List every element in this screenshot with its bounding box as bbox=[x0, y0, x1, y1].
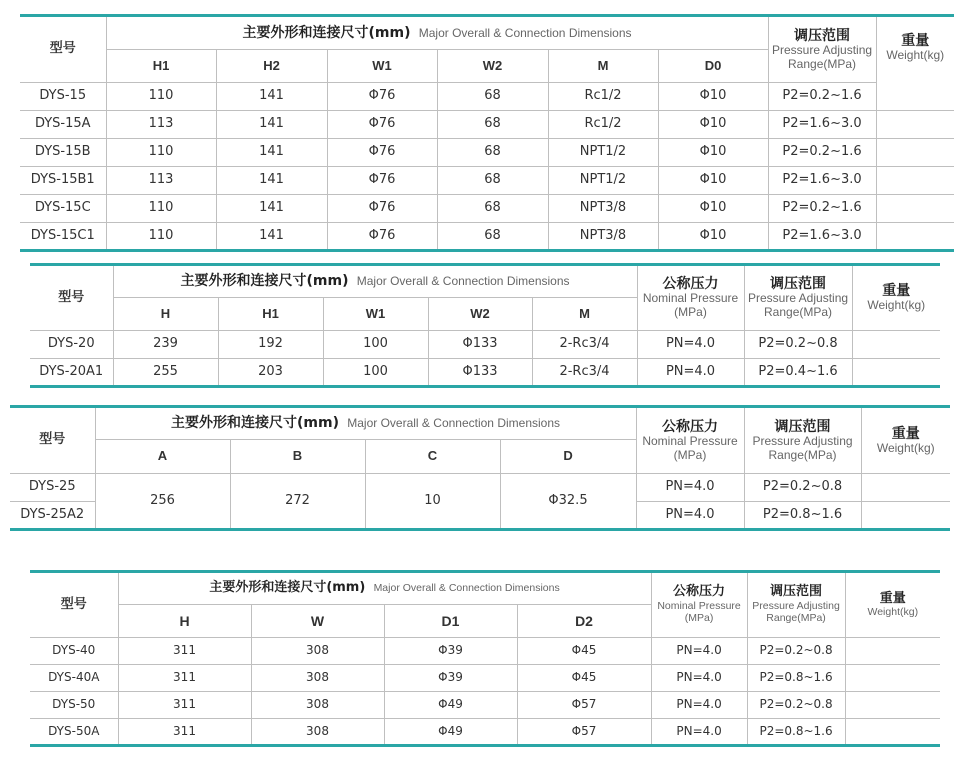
cell: P2=0.2~0.8 bbox=[744, 474, 861, 502]
model-header: 型号 bbox=[20, 16, 106, 83]
model-header: 型号 bbox=[10, 407, 95, 474]
table-row bbox=[20, 139, 954, 167]
cell: 68 bbox=[437, 83, 548, 111]
cell: P2=0.2~0.8 bbox=[747, 692, 845, 719]
table-row bbox=[30, 692, 940, 719]
table-row bbox=[30, 331, 940, 359]
cell: 308 bbox=[251, 638, 384, 665]
dims-header: 主要外形和连接尺寸(mm) Major Overall & Connection Dimensions bbox=[106, 16, 768, 50]
cell: 272 bbox=[230, 474, 365, 530]
cell: P2=1.6~3.0 bbox=[768, 111, 876, 139]
cell: Rc1/2 bbox=[548, 83, 658, 111]
cell: 100 bbox=[323, 359, 428, 387]
cell: PN=4.0 bbox=[651, 719, 747, 746]
cell: 68 bbox=[437, 223, 548, 251]
cell: NPT1/2 bbox=[548, 167, 658, 195]
table-dys40 bbox=[30, 570, 940, 747]
weight-header: 重量 Weight(kg) bbox=[845, 572, 940, 638]
cell: Φ10 bbox=[658, 223, 768, 251]
cell: Φ10 bbox=[658, 195, 768, 223]
table-dys15 bbox=[20, 14, 954, 252]
cell: Φ45 bbox=[517, 638, 651, 665]
cell: 110 bbox=[106, 139, 216, 167]
cell: DYS-15C1 bbox=[20, 223, 106, 251]
cell: 256 bbox=[95, 474, 230, 530]
cell: P2=0.2~0.8 bbox=[747, 638, 845, 665]
cell: PN=4.0 bbox=[637, 331, 744, 359]
cell: Φ133 bbox=[428, 359, 532, 387]
cell: PN=4.0 bbox=[651, 692, 747, 719]
cell bbox=[876, 223, 954, 251]
cell: P2=0.8~1.6 bbox=[747, 665, 845, 692]
cell: 141 bbox=[216, 139, 327, 167]
weight-header: 重量 Weight(kg) bbox=[876, 16, 954, 111]
cell: 141 bbox=[216, 195, 327, 223]
model-header: 型号 bbox=[30, 265, 113, 331]
cell bbox=[861, 474, 950, 502]
cell: DYS-40 bbox=[30, 638, 118, 665]
table-row bbox=[20, 83, 954, 111]
table-row bbox=[30, 665, 940, 692]
cell bbox=[845, 692, 940, 719]
col-header: D1 bbox=[384, 605, 517, 638]
cell: P2=1.6~3.0 bbox=[768, 167, 876, 195]
cell: P2=0.2~0.8 bbox=[744, 331, 852, 359]
cell: Φ76 bbox=[327, 167, 437, 195]
cell: DYS-15 bbox=[20, 83, 106, 111]
col-header: H2 bbox=[216, 50, 327, 83]
cell: DYS-50 bbox=[30, 692, 118, 719]
cell: DYS-40A bbox=[30, 665, 118, 692]
cell: 113 bbox=[106, 167, 216, 195]
cell: P2=0.2~1.6 bbox=[768, 195, 876, 223]
col-header: C bbox=[365, 440, 500, 474]
cell: Φ49 bbox=[384, 692, 517, 719]
cell: DYS-20A1 bbox=[30, 359, 113, 387]
cell: DYS-15B1 bbox=[20, 167, 106, 195]
col-header: H1 bbox=[106, 50, 216, 83]
cell: PN=4.0 bbox=[651, 665, 747, 692]
cell: Φ45 bbox=[517, 665, 651, 692]
table-row bbox=[30, 359, 940, 387]
table-row bbox=[20, 167, 954, 195]
cell bbox=[845, 665, 940, 692]
cell: P2=0.8~1.6 bbox=[744, 502, 861, 530]
cell: DYS-15A bbox=[20, 111, 106, 139]
cell: 308 bbox=[251, 665, 384, 692]
cell: 100 bbox=[323, 331, 428, 359]
nominal-header: 公称压力 Nominal Pressure (MPa) bbox=[637, 265, 744, 331]
cell: Φ32.5 bbox=[500, 474, 636, 530]
table-dys25 bbox=[10, 405, 950, 531]
col-header: B bbox=[230, 440, 365, 474]
cell: 110 bbox=[106, 195, 216, 223]
col-header: W2 bbox=[428, 298, 532, 331]
cell bbox=[876, 167, 954, 195]
cell: 311 bbox=[118, 692, 251, 719]
dims-header: 主要外形和连接尺寸(mm) Major Overall & Connection Dimensions bbox=[95, 407, 636, 440]
cell bbox=[852, 331, 940, 359]
col-header: W bbox=[251, 605, 384, 638]
cell: P2=0.8~1.6 bbox=[747, 719, 845, 746]
cell: 255 bbox=[113, 359, 218, 387]
nominal-header: 公称压力 Nominal Pressure (MPa) bbox=[651, 572, 747, 638]
col-header: W2 bbox=[437, 50, 548, 83]
cell: Φ57 bbox=[517, 719, 651, 746]
cell: Φ39 bbox=[384, 638, 517, 665]
cell bbox=[861, 502, 950, 530]
cell: 110 bbox=[106, 83, 216, 111]
nominal-header: 公称压力 Nominal Pressure (MPa) bbox=[636, 407, 744, 474]
range-header: 调压范围 Pressure Adjusting Range(MPa) bbox=[768, 16, 876, 83]
dims-header: 主要外形和连接尺寸(mm) Major Overall & Connection Dimensions bbox=[113, 265, 637, 298]
cell: 192 bbox=[218, 331, 323, 359]
cell: 311 bbox=[118, 719, 251, 746]
cell: 10 bbox=[365, 474, 500, 530]
cell: DYS-15B bbox=[20, 139, 106, 167]
table-row bbox=[20, 223, 954, 251]
cell bbox=[852, 359, 940, 387]
table-row bbox=[10, 474, 950, 502]
table-row bbox=[30, 719, 940, 746]
cell: Φ133 bbox=[428, 331, 532, 359]
cell: 68 bbox=[437, 139, 548, 167]
cell: Φ57 bbox=[517, 692, 651, 719]
cell: Φ49 bbox=[384, 719, 517, 746]
cell: DYS-20 bbox=[30, 331, 113, 359]
cell: Φ10 bbox=[658, 167, 768, 195]
cell: P2=0.4~1.6 bbox=[744, 359, 852, 387]
cell: Φ76 bbox=[327, 195, 437, 223]
col-header: M bbox=[532, 298, 637, 331]
cell: 141 bbox=[216, 223, 327, 251]
col-header: H bbox=[113, 298, 218, 331]
cell: Φ10 bbox=[658, 139, 768, 167]
dims-header: 主要外形和连接尺寸(mm) Major Overall & Connection Dimensions bbox=[118, 572, 651, 605]
range-header: 调压范围 Pressure Adjusting Range(MPa) bbox=[747, 572, 845, 638]
cell bbox=[876, 111, 954, 139]
cell: 113 bbox=[106, 111, 216, 139]
col-header: A bbox=[95, 440, 230, 474]
cell: DYS-25A2 bbox=[10, 502, 95, 530]
model-header: 型号 bbox=[30, 572, 118, 638]
cell: Φ10 bbox=[658, 83, 768, 111]
cell: DYS-50A bbox=[30, 719, 118, 746]
cell: NPT3/8 bbox=[548, 223, 658, 251]
cell: PN=4.0 bbox=[651, 638, 747, 665]
cell bbox=[845, 638, 940, 665]
cell: 2-Rc3/4 bbox=[532, 331, 637, 359]
table-row bbox=[30, 638, 940, 665]
cell: Φ39 bbox=[384, 665, 517, 692]
cell: P2=0.2~1.6 bbox=[768, 139, 876, 167]
weight-header: 重量 Weight(kg) bbox=[861, 407, 950, 474]
cell: 308 bbox=[251, 719, 384, 746]
cell: DYS-15C bbox=[20, 195, 106, 223]
table-dys20 bbox=[30, 263, 940, 388]
col-header: W1 bbox=[323, 298, 428, 331]
cell: Φ76 bbox=[327, 223, 437, 251]
col-header: D2 bbox=[517, 605, 651, 638]
cell: 141 bbox=[216, 167, 327, 195]
cell: 110 bbox=[106, 223, 216, 251]
cell: Φ76 bbox=[327, 111, 437, 139]
cell: 141 bbox=[216, 83, 327, 111]
cell: PN=4.0 bbox=[636, 502, 744, 530]
cell: Φ76 bbox=[327, 139, 437, 167]
range-header: 调压范围 Pressure Adjusting Range(MPa) bbox=[744, 407, 861, 474]
cell: 141 bbox=[216, 111, 327, 139]
cell: 68 bbox=[437, 167, 548, 195]
cell: DYS-25 bbox=[10, 474, 95, 502]
cell: PN=4.0 bbox=[636, 474, 744, 502]
cell: NPT3/8 bbox=[548, 195, 658, 223]
col-header: W1 bbox=[327, 50, 437, 83]
cell: Rc1/2 bbox=[548, 111, 658, 139]
cell: PN=4.0 bbox=[637, 359, 744, 387]
cell: 308 bbox=[251, 692, 384, 719]
cell: 203 bbox=[218, 359, 323, 387]
cell: Φ10 bbox=[658, 111, 768, 139]
cell: NPT1/2 bbox=[548, 139, 658, 167]
col-header: D0 bbox=[658, 50, 768, 83]
cell bbox=[876, 195, 954, 223]
cell: 239 bbox=[113, 331, 218, 359]
cell: 311 bbox=[118, 665, 251, 692]
cell: Φ76 bbox=[327, 83, 437, 111]
cell: 68 bbox=[437, 111, 548, 139]
cell: 311 bbox=[118, 638, 251, 665]
table-row bbox=[20, 195, 954, 223]
cell bbox=[845, 719, 940, 746]
cell: P2=0.2~1.6 bbox=[768, 83, 876, 111]
weight-header: 重量 Weight(kg) bbox=[852, 265, 940, 331]
cell bbox=[876, 139, 954, 167]
col-header: H bbox=[118, 605, 251, 638]
col-header: H1 bbox=[218, 298, 323, 331]
cell: P2=1.6~3.0 bbox=[768, 223, 876, 251]
range-header: 调压范围 Pressure Adjusting Range(MPa) bbox=[744, 265, 852, 331]
col-header: D bbox=[500, 440, 636, 474]
cell: 2-Rc3/4 bbox=[532, 359, 637, 387]
cell: 68 bbox=[437, 195, 548, 223]
col-header: M bbox=[548, 50, 658, 83]
table-row bbox=[20, 111, 954, 139]
